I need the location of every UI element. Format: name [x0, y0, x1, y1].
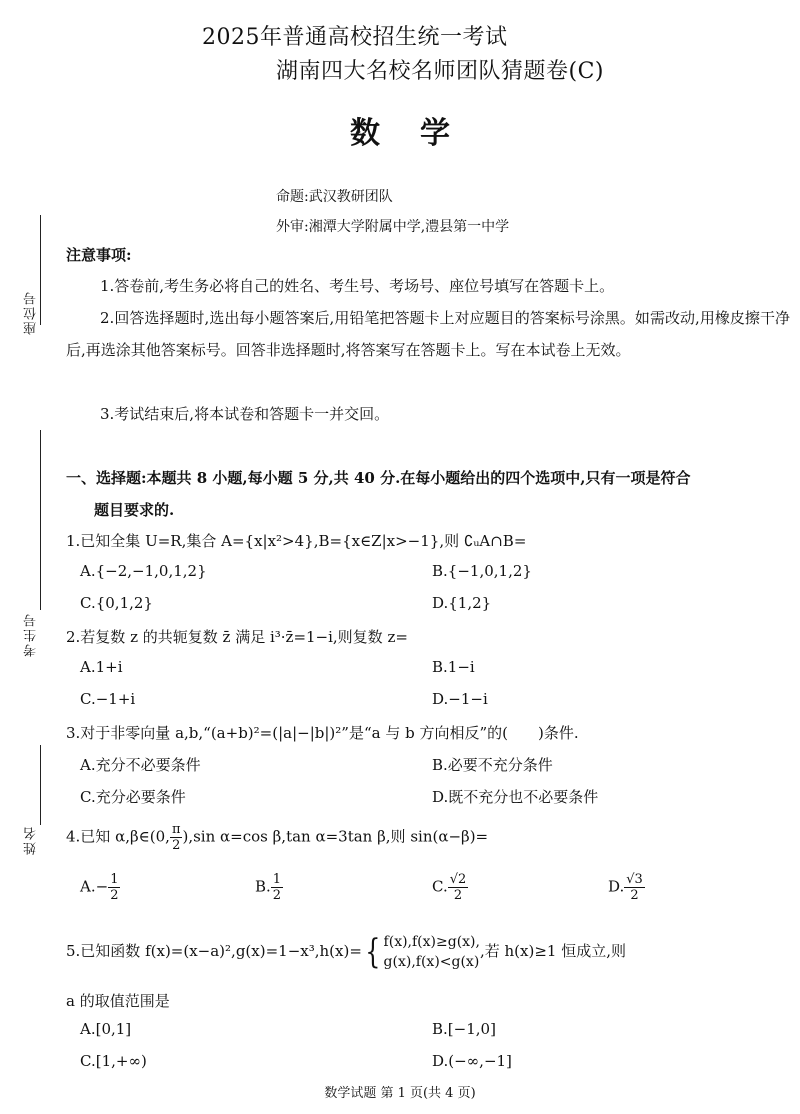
section-heading-line2: 题目要求的.	[94, 501, 175, 519]
fraction-denominator: 2	[630, 888, 639, 903]
notice-item-3: 3.考试结束后,将本试卷和答题卡一并交回。	[100, 405, 390, 423]
option-fraction	[108, 872, 120, 903]
fraction-numerator: √2	[449, 872, 467, 887]
question-2-option-a: A.1+i	[80, 658, 123, 676]
piecewise-cases	[384, 932, 480, 972]
author-line: 命题:武汉教研团队	[276, 189, 393, 205]
reviewer-line: 外审:湘潭大学附属中学,澧县第一中学	[276, 219, 510, 235]
exam-number-label: 考生号	[24, 612, 39, 657]
question-4-interval-open: (0,	[149, 827, 170, 846]
question-4-option-b	[255, 872, 283, 903]
fraction-denominator: 2	[453, 888, 463, 903]
page-footer: 数学试题 第 1 页(共 4 页)	[324, 1086, 476, 1101]
question-5-option-b: B.[−1,0]	[432, 1020, 496, 1038]
exam-title: 2025年普通高校招生统一考试	[202, 25, 508, 50]
question-4-stem-prefix: 4.已知 α,β∈	[66, 827, 150, 846]
question-1-option-b: B.{−1,0,1,2}	[432, 562, 532, 580]
fraction-denominator: 2	[172, 838, 181, 853]
option-fraction	[448, 872, 469, 903]
option-fraction	[624, 872, 645, 903]
question-3-option-b: B.必要不充分条件	[432, 756, 553, 774]
exam-subtitle: 湖南四大名校名师团队猜题卷(C)	[276, 59, 604, 84]
option-label: B.	[255, 877, 271, 896]
question-5-stem-line2: a 的取值范围是	[66, 992, 170, 1010]
question-1-stem: 1.已知全集 U=R,集合 A={x|x²>4},B={x∈Z|x>−1},则 ∁ᵤA∩B=	[66, 532, 527, 550]
section-heading-line1: 一、选择题:本题共 8 小题,每小题 5 分,共 40 分.在每小题给出的四个选项中,只有一项是符合	[66, 469, 691, 487]
question-4-option-c	[432, 872, 468, 903]
question-5-stem	[66, 932, 626, 972]
option-sign: −	[95, 877, 109, 896]
question-4-interval-fraction	[170, 822, 183, 853]
option-label: D.	[608, 877, 625, 896]
fraction-denominator: 2	[110, 888, 119, 903]
question-5-stem-prefix: 5.已知函数 f(x)=(x−a)²,g(x)=1−x³,h(x)=	[66, 942, 362, 960]
question-5-stem-suffix: ,若 h(x)≥1 恒成立,则	[479, 942, 626, 960]
fraction-denominator: 2	[272, 888, 282, 903]
question-3-option-d: D.既不充分也不必要条件	[432, 788, 599, 806]
question-5-option-d: D.(−∞,−1]	[432, 1052, 512, 1070]
piecewise-function	[362, 932, 480, 972]
question-4-stem-suffix: ,sin α=cos β,tan α=3tan β,则 sin(α−β)=	[188, 827, 489, 846]
option-label: C.	[432, 877, 448, 896]
fraction-numerator: √3	[626, 872, 643, 887]
question-5-option-c: C.[1,+∞)	[80, 1052, 147, 1070]
case-1: f(x),f(x)≥g(x),	[383, 934, 480, 950]
question-2-option-c: C.−1+i	[80, 690, 136, 708]
question-4-stem	[66, 822, 488, 853]
fraction-numerator: π	[171, 822, 181, 837]
question-3-option-c: C.充分必要条件	[80, 788, 186, 806]
notice-heading: 注意事项:	[66, 246, 132, 264]
option-label: A.	[80, 877, 96, 896]
question-5-option-a: A.[0,1]	[80, 1020, 132, 1038]
question-2-option-d: D.−1−i	[432, 690, 488, 708]
brace-glyph: {	[365, 932, 381, 972]
notice-item-1: 1.答卷前,考生务必将自己的姓名、考生号、考场号、座位号填写在答题卡上。	[100, 277, 615, 295]
question-3-option-a: A.充分不必要条件	[80, 756, 201, 774]
notice-item-2: 2.回答选择题时,选出每小题答案后,用铅笔把答题卡上对应题目的答案标号涂黑。如需改动,用橡皮擦干净后,再选涂其他答案标号。回答非选择题时,将答案写在答题卡上。写在本试卷上无效。	[66, 309, 790, 359]
question-1-option-d: D.{1,2}	[432, 594, 492, 612]
question-1-option-c: C.{0,1,2}	[80, 594, 153, 612]
question-2-option-b: B.1−i	[432, 658, 475, 676]
question-4-interval-close: )	[182, 827, 189, 846]
fraction-numerator: 1	[110, 872, 119, 887]
question-4-option-d	[608, 872, 645, 903]
section-heading	[66, 462, 790, 526]
question-1-option-a: A.{−2,−1,0,1,2}	[80, 562, 207, 580]
seat-number-label: 座位号	[24, 290, 39, 335]
question-2-stem: 2.若复数 z 的共轭复数 z̄ 满足 i³·z̄=1−i,则复数 z=	[66, 628, 408, 646]
option-fraction	[271, 872, 283, 903]
question-4-option-a	[80, 872, 120, 903]
name-label: 姓名	[24, 825, 39, 855]
question-3-stem: 3.对于非零向量 a,b,“(a+b)²=(|a|−|b|)²”是“a 与 b 方向相反”的( )条件.	[66, 724, 579, 742]
fraction-numerator: 1	[272, 872, 282, 887]
name-fill-line	[40, 745, 41, 825]
case-2: g(x),f(x)<g(x)	[383, 954, 480, 970]
subject-title: 数学	[350, 116, 490, 151]
exam-number-fill-line	[40, 430, 41, 610]
